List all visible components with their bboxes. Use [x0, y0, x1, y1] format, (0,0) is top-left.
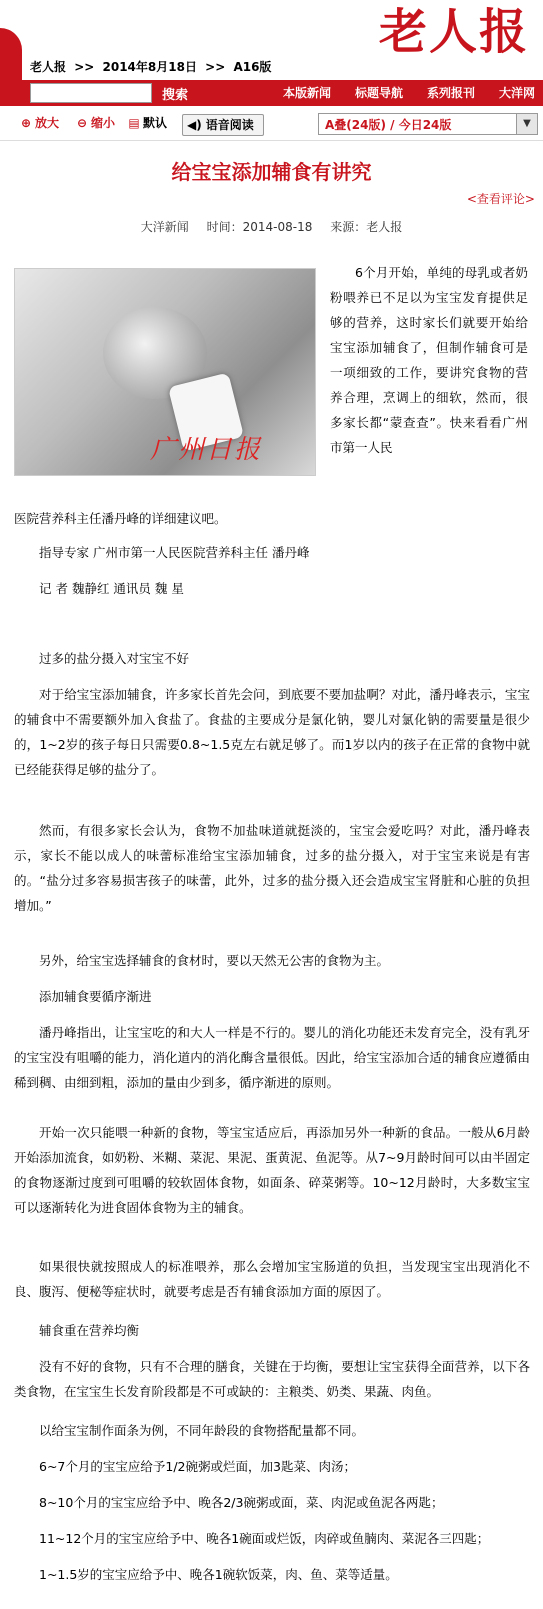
article-photo	[14, 268, 316, 476]
nav-link-title-nav[interactable]: 标题导航	[354, 86, 403, 100]
header	[0, 0, 543, 76]
nav-link-dayoo[interactable]: 大洋网	[498, 86, 535, 100]
meta-time: 时间：2014-08-18	[206, 220, 313, 234]
paragraph: 然而，有很多家长会认为，食物不加盐味道就挺淡的，宝宝会爱吃吗？对此，潘丹峰表示，家长不能以成人的味蕾标准给宝宝添加辅食，过多的盐分摄入，对于宝宝来说是有害的。“盐分过多容易损害孩子的味蕾，此外，过多的盐分摄入还会造成宝宝肾脏和心脏的负担增加。”	[14, 823, 530, 913]
page-select-value: A叠(24版) / 今日24版	[325, 118, 452, 132]
chevron-down-icon[interactable]: ▼	[516, 114, 537, 134]
photo-watermark: 广州日报	[150, 435, 263, 465]
search-button[interactable]: 搜索	[162, 88, 189, 103]
breadcrumb-separator: >>	[205, 60, 226, 74]
zoom-out-icon: ⊖	[76, 116, 88, 130]
voice-read-button[interactable]	[182, 114, 264, 136]
intro-paragraph-tail: 医院营养科主任潘丹峰的详细建议吧。	[14, 511, 227, 526]
site-logo[interactable]: 老人报	[378, 4, 529, 60]
paragraph: 对于给宝宝添加辅食，许多家长首先会问，到底要不要加盐啊？对此，潘丹峰表示，宝宝的辅食中不需要额外加入食盐了。食盐的主要成分是氯化钠，婴儿对氯化钠的需要量是很少的，1~2岁的孩子每日只需要0.8~1.5克左右就足够了。而1岁以内的孩子在正常的食物中就已经能获得足够的盐分了。	[14, 687, 530, 777]
intro-paragraph: 6个月开始，单纯的母乳或者奶粉喂养已不足以为宝宝发育提供足够的营养，这时家长们就要开始给宝宝添加辅食了，但制作辅食可是一项细致的工作，要讲究食物的营养合理，烹调上的细软，然而，很多家长都“蒙查查”。快来看看广州市第一人民	[330, 265, 528, 455]
default-size-button[interactable]	[128, 114, 167, 131]
breadcrumb	[30, 58, 275, 75]
nav-link-series[interactable]: 系列报刊	[426, 86, 475, 100]
section-heading: 添加辅食要循序渐进	[39, 989, 152, 1004]
zoom-in-button[interactable]	[20, 114, 59, 131]
breadcrumb-date[interactable]: 2014年8月18日	[102, 60, 197, 74]
list-item: 8~10个月的宝宝应给予中、晚各2/3碗粥或面，菜、肉泥或鱼泥各两匙；	[39, 1495, 444, 1510]
speaker-icon: ◀)	[187, 118, 202, 132]
header-decoration	[0, 28, 22, 80]
document-icon: ▤	[128, 116, 140, 130]
expert-line: 指导专家 广州市第一人民医院营养科主任 潘丹峰	[39, 545, 310, 560]
list-item: 11~12个月的宝宝应给予中、晚各1碗面或烂饭，肉碎或鱼腩肉、菜泥各三四匙；	[39, 1531, 490, 1546]
list-item: 1~1.5岁的宝宝应给予中、晚各1碗软饭菜，肉、鱼、菜等适量。	[39, 1567, 398, 1582]
zoom-in-icon: ⊕	[20, 116, 32, 130]
search-input[interactable]	[30, 83, 152, 103]
meta-source: 大洋新闻	[140, 220, 189, 234]
paragraph: 如果很快就按照成人的标准喂养，那么会增加宝宝肠道的负担，当发现宝宝出现消化不良、腹泻、便秘等症状时，就要考虑是否有辅食添加方面的原因了。	[14, 1259, 530, 1299]
article-meta	[0, 218, 543, 235]
section-heading: 过多的盐分摄入对宝宝不好	[39, 651, 190, 666]
paragraph: 开始一次只能喂一种新的食物，等宝宝适应后，再添加另外一种新的食品。一般从6月龄开始添加流食，如奶粉、米糊、菜泥、果泥、蛋黄泥、鱼泥等。从7~9月龄时间可以由半固定的食物逐渐过度到可咀嚼的较软固体食物，如面条、碎菜粥等。10~12月龄时，大多数宝宝可以逐渐转化为进食固体食物为主的辅食。	[14, 1125, 530, 1215]
paragraph: 没有不好的食物，只有不合理的膳食，关键在于均衡，要想让宝宝获得全面营养，以下各类食物，在宝宝生长发育阶段都是不可或缺的：主粮类、奶类、果蔬、肉鱼。	[14, 1359, 530, 1399]
zoom-out-button[interactable]	[76, 114, 115, 131]
breadcrumb-home[interactable]: 老人报	[30, 60, 67, 74]
nav-links	[259, 84, 535, 101]
paragraph: 以给宝宝制作面条为例，不同年龄段的食物搭配量都不同。	[39, 1423, 365, 1438]
section-heading: 辅食重在营养均衡	[39, 1323, 140, 1338]
view-comments-link[interactable]: <查看评论>	[466, 192, 535, 206]
voice-read-label: 语音阅读	[205, 118, 254, 132]
list-item: 6~7个月的宝宝应给予1/2碗粥或烂面，加3匙菜、肉汤；	[39, 1459, 356, 1474]
paragraph: 潘丹峰指出，让宝宝吃的和大人一样是不行的。婴儿的消化功能还未发育完全，没有乳牙的宝宝没有咀嚼的能力，消化道内的消化酶含量很低。因此，给宝宝添加合适的辅食应遵循由稀到稠、由细到粗，添加的量由少到多，循序渐进的原则。	[14, 1025, 530, 1090]
breadcrumb-page[interactable]: A16版	[233, 60, 272, 74]
paragraph: 另外，给宝宝选择辅食的食材时，要以天然无公害的食物为主。	[39, 953, 390, 968]
reporter-line: 记 者 魏静红 通讯员 魏 星	[39, 581, 184, 596]
nav-link-page-news[interactable]: 本版新闻	[282, 86, 331, 100]
article-title: 给宝宝添加辅食有讲究	[171, 160, 372, 184]
breadcrumb-separator: >>	[74, 60, 95, 74]
default-size-label: 默认	[143, 116, 168, 130]
zoom-out-label: 缩小	[91, 116, 116, 130]
meta-origin: 来源：老人报	[330, 220, 403, 234]
zoom-in-label: 放大	[35, 116, 60, 130]
page-select[interactable]	[318, 113, 538, 135]
